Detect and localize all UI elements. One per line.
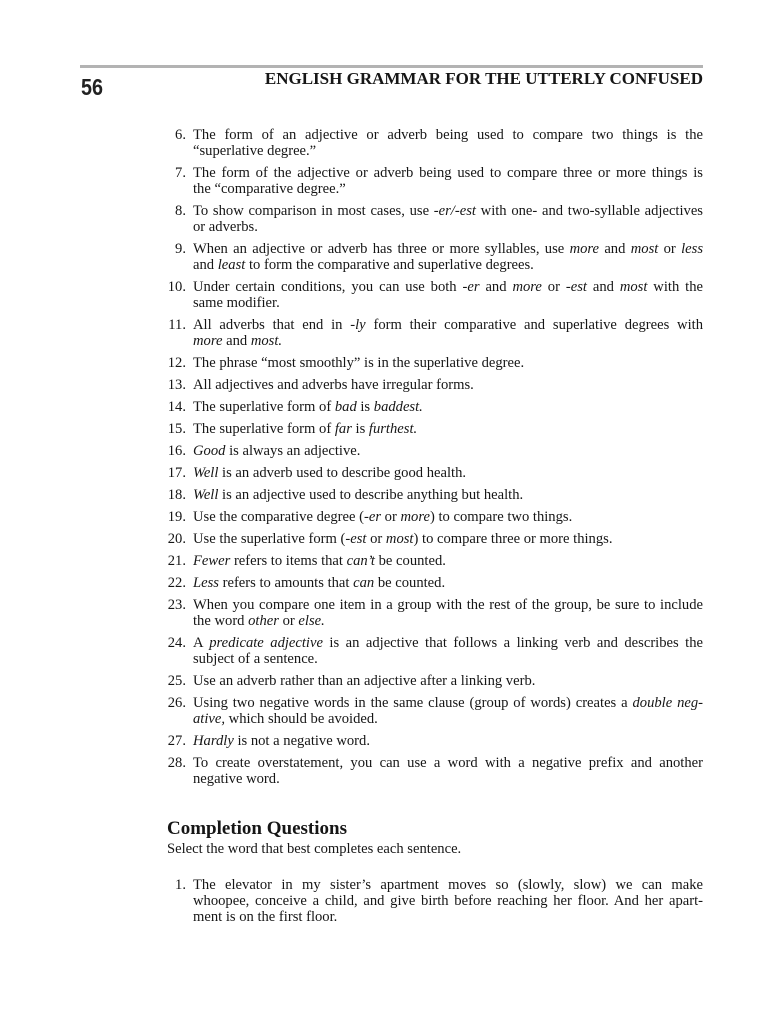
text-line [193, 465, 703, 481]
list-item [150, 635, 703, 667]
italic-term: most. [250, 333, 283, 349]
item-text [193, 421, 703, 437]
list-item [150, 421, 703, 437]
text-segment: be counted. [374, 575, 446, 591]
text-segment: or [381, 509, 401, 525]
text-segment: is an adverb used to describe good health. [218, 465, 467, 481]
italic-term: -er/-est [433, 203, 476, 219]
text-segment: the “comparative degree.” [193, 181, 346, 197]
text-line [193, 711, 703, 727]
item-number: 19. [167, 509, 186, 525]
item-text [193, 509, 703, 525]
list-item [150, 553, 703, 569]
review-list [150, 127, 703, 793]
item-text [193, 241, 703, 273]
text-segment: and [193, 257, 218, 273]
item-text [193, 635, 703, 667]
text-segment: Use the superlative form ( [193, 531, 346, 547]
section-heading: Completion Questions [167, 818, 347, 839]
item-text [193, 317, 703, 349]
text-segment: is always an adjective. [225, 443, 361, 459]
text-segment: When you compare one item in a group with the rest of the group, be sure to include [193, 597, 703, 613]
item-text [193, 355, 703, 371]
list-item [150, 673, 703, 689]
item-text [193, 733, 703, 749]
list-item [150, 877, 703, 925]
list-item [150, 399, 703, 415]
text-segment: and [222, 333, 251, 349]
text-line [193, 733, 703, 749]
text-segment: and [479, 279, 513, 295]
text-segment: to form the comparative and superlative degrees. [245, 257, 534, 273]
italic-term: predicate adjective [209, 635, 323, 651]
italic-term: more [400, 509, 430, 525]
text-segment: Under certain conditions, you can use both [193, 279, 463, 295]
text-line [193, 755, 703, 771]
italic-term: Fewer [193, 553, 231, 569]
header-rule [80, 65, 703, 68]
list-item [150, 203, 703, 235]
text-line [193, 695, 703, 711]
item-number: 17. [167, 465, 186, 481]
text-segment: whoopee, conceive a child, and give birth before reaching her floor. And her apart- [193, 893, 703, 909]
italic-term: -est [345, 531, 367, 547]
item-text [193, 203, 703, 235]
text-line [193, 531, 703, 547]
text-segment: Use the comparative degree ( [193, 509, 364, 525]
text-segment: is an adjective that follows a linking verb and describes the [322, 635, 703, 651]
item-text [193, 465, 703, 481]
list-item [150, 317, 703, 349]
italic-term: other [248, 613, 279, 629]
text-segment: the word [193, 613, 249, 629]
text-segment: The superlative form of [193, 421, 335, 437]
completion-list [150, 877, 703, 931]
list-item [150, 597, 703, 629]
italic-term: Well [193, 487, 219, 503]
text-segment: All adjectives and adverbs have irregular forms. [193, 377, 474, 393]
list-item [150, 465, 703, 481]
list-item [150, 509, 703, 525]
italic-term: double neg- [632, 695, 703, 711]
text-segment: ment is on the first floor. [193, 909, 338, 925]
list-item [150, 755, 703, 787]
text-segment: is not a negative word. [233, 733, 370, 749]
text-segment: The superlative form of [193, 399, 335, 415]
italic-term: -er [462, 279, 480, 295]
text-line [193, 421, 703, 437]
text-segment: “superlative degree.” [193, 143, 317, 159]
text-line [193, 181, 703, 197]
item-text [193, 443, 703, 459]
item-number: 9. [175, 241, 186, 257]
list-item [150, 279, 703, 311]
item-text [193, 165, 703, 197]
italic-term: less [681, 241, 703, 257]
text-segment: When an adjective or adverb has three or more syllables, use [193, 241, 570, 257]
item-number: 1. [175, 877, 186, 893]
item-text [193, 553, 703, 569]
text-line [193, 377, 703, 393]
item-number: 13. [167, 377, 186, 393]
page-number: 56 [81, 74, 104, 100]
italic-term: more [193, 333, 223, 349]
item-number: 22. [167, 575, 186, 591]
italic-term: furthest. [368, 421, 418, 437]
item-number: 28. [167, 755, 186, 771]
italic-term: most [630, 241, 659, 257]
italic-term: more [512, 279, 542, 295]
text-line [193, 279, 703, 295]
text-segment: and [599, 241, 631, 257]
item-number: 20. [167, 531, 186, 547]
text-line [193, 771, 703, 787]
text-line [193, 651, 703, 667]
italic-term: least [217, 257, 246, 273]
text-segment: The phrase “most smoothly” is in the superlative degree. [193, 355, 525, 371]
item-number: 24. [167, 635, 186, 651]
italic-term: -er [364, 509, 382, 525]
text-line [193, 893, 703, 909]
item-number: 16. [167, 443, 186, 459]
text-line [193, 635, 703, 651]
item-number: 26. [167, 695, 186, 711]
text-segment: or [366, 531, 386, 547]
text-segment: subject of a sentence. [193, 651, 318, 667]
italic-term: far [334, 421, 352, 437]
item-number: 8. [175, 203, 186, 219]
text-line [193, 909, 703, 925]
italic-term: most [619, 279, 648, 295]
list-item [150, 575, 703, 591]
text-segment: is an adjective used to describe anything but health. [218, 487, 524, 503]
text-segment: All adverbs that end in [193, 317, 351, 333]
item-text [193, 673, 703, 689]
text-segment: which should be avoided. [225, 711, 378, 727]
item-number: 7. [175, 165, 186, 181]
text-line [193, 613, 703, 629]
running-title: ENGLISH GRAMMAR FOR THE UTTERLY CONFUSED [264, 69, 703, 88]
text-line [193, 443, 703, 459]
item-number: 27. [167, 733, 186, 749]
text-line [193, 241, 703, 257]
text-segment: is [351, 421, 369, 437]
item-number: 11. [168, 317, 186, 333]
text-segment: refers to items that [230, 553, 347, 569]
italic-term: -est [565, 279, 587, 295]
item-number: 12. [167, 355, 186, 371]
italic-term: else. [298, 613, 325, 629]
text-line [193, 295, 703, 311]
text-line [193, 575, 703, 591]
text-segment: The elevator in my sister’s apartment moves so (slowly, slow) we can make [193, 877, 703, 893]
item-text [193, 399, 703, 415]
item-text [193, 487, 703, 503]
italic-term: baddest. [373, 399, 423, 415]
text-segment: with one- and two-syllable adjectives [475, 203, 703, 219]
item-number: 23. [167, 597, 186, 613]
text-segment: A [193, 635, 210, 651]
item-number: 18. [167, 487, 186, 503]
item-text [193, 127, 703, 159]
item-number: 6. [175, 127, 186, 143]
text-segment: or [541, 279, 566, 295]
text-line [193, 355, 703, 371]
text-line [193, 673, 703, 689]
italic-term: Good [193, 443, 226, 459]
list-item [150, 165, 703, 197]
section-instructions: Select the word that best completes each sentence. [167, 841, 462, 857]
text-segment: The form of an adjective or adverb being used to compare two things is the [193, 127, 703, 143]
italic-term: can [353, 575, 375, 591]
item-text [193, 575, 703, 591]
text-segment: The form of the adjective or adverb being used to compare three or more things is [193, 165, 703, 181]
text-line [193, 333, 703, 349]
text-line [193, 487, 703, 503]
list-item [150, 443, 703, 459]
text-line [193, 509, 703, 525]
italic-term: Well [193, 465, 219, 481]
text-segment: and [586, 279, 620, 295]
text-line [193, 597, 703, 613]
italic-term: can’t [346, 553, 375, 569]
item-text [193, 597, 703, 629]
list-item [150, 127, 703, 159]
list-item [150, 377, 703, 393]
text-segment: ) to compare three or more things. [413, 531, 613, 547]
item-text [193, 531, 703, 547]
text-segment: ) to compare two things. [429, 509, 573, 525]
list-item [150, 355, 703, 371]
text-segment: with the [647, 279, 703, 295]
italic-term: most [385, 531, 414, 547]
italic-term: more [569, 241, 600, 257]
text-segment: Using two negative words in the same clause (group of words) creates a [193, 695, 633, 711]
text-segment: is [356, 399, 374, 415]
item-text [193, 877, 703, 925]
item-number: 21. [167, 553, 186, 569]
italic-term: ative, [193, 711, 226, 727]
text-line [193, 127, 703, 143]
item-text [193, 377, 703, 393]
italic-term: bad [334, 399, 357, 415]
text-segment: same modifier. [193, 295, 280, 311]
text-line [193, 143, 703, 159]
text-segment: or adverbs. [193, 219, 258, 235]
list-item [150, 733, 703, 749]
text-segment: Use an adverb rather than an adjective after a linking verb. [193, 673, 536, 689]
text-segment: or [278, 613, 299, 629]
text-line [193, 399, 703, 415]
list-item [150, 531, 703, 547]
item-number: 25. [167, 673, 186, 689]
item-text [193, 695, 703, 727]
text-line [193, 317, 703, 333]
italic-term: Hardly [193, 733, 234, 749]
text-segment: negative word. [193, 771, 280, 787]
italic-term: -ly [350, 317, 366, 333]
text-segment: To create overstatement, you can use a word with a negative prefix and another [193, 755, 703, 771]
text-line [193, 219, 703, 235]
list-item [150, 241, 703, 273]
text-segment: form their comparative and superlative degrees with [365, 317, 703, 333]
text-line [193, 165, 703, 181]
item-text [193, 279, 703, 311]
text-segment: or [658, 241, 682, 257]
text-line [193, 553, 703, 569]
text-segment: be counted. [374, 553, 446, 569]
text-segment: To show comparison in most cases, use [193, 203, 434, 219]
text-line [193, 203, 703, 219]
list-item [150, 695, 703, 727]
text-line [193, 877, 703, 893]
text-segment: refers to amounts that [218, 575, 354, 591]
text-line [193, 257, 703, 273]
item-number: 15. [167, 421, 186, 437]
item-number: 10. [167, 279, 186, 295]
italic-term: Less [193, 575, 219, 591]
item-text [193, 755, 703, 787]
item-number: 14. [167, 399, 186, 415]
list-item [150, 487, 703, 503]
